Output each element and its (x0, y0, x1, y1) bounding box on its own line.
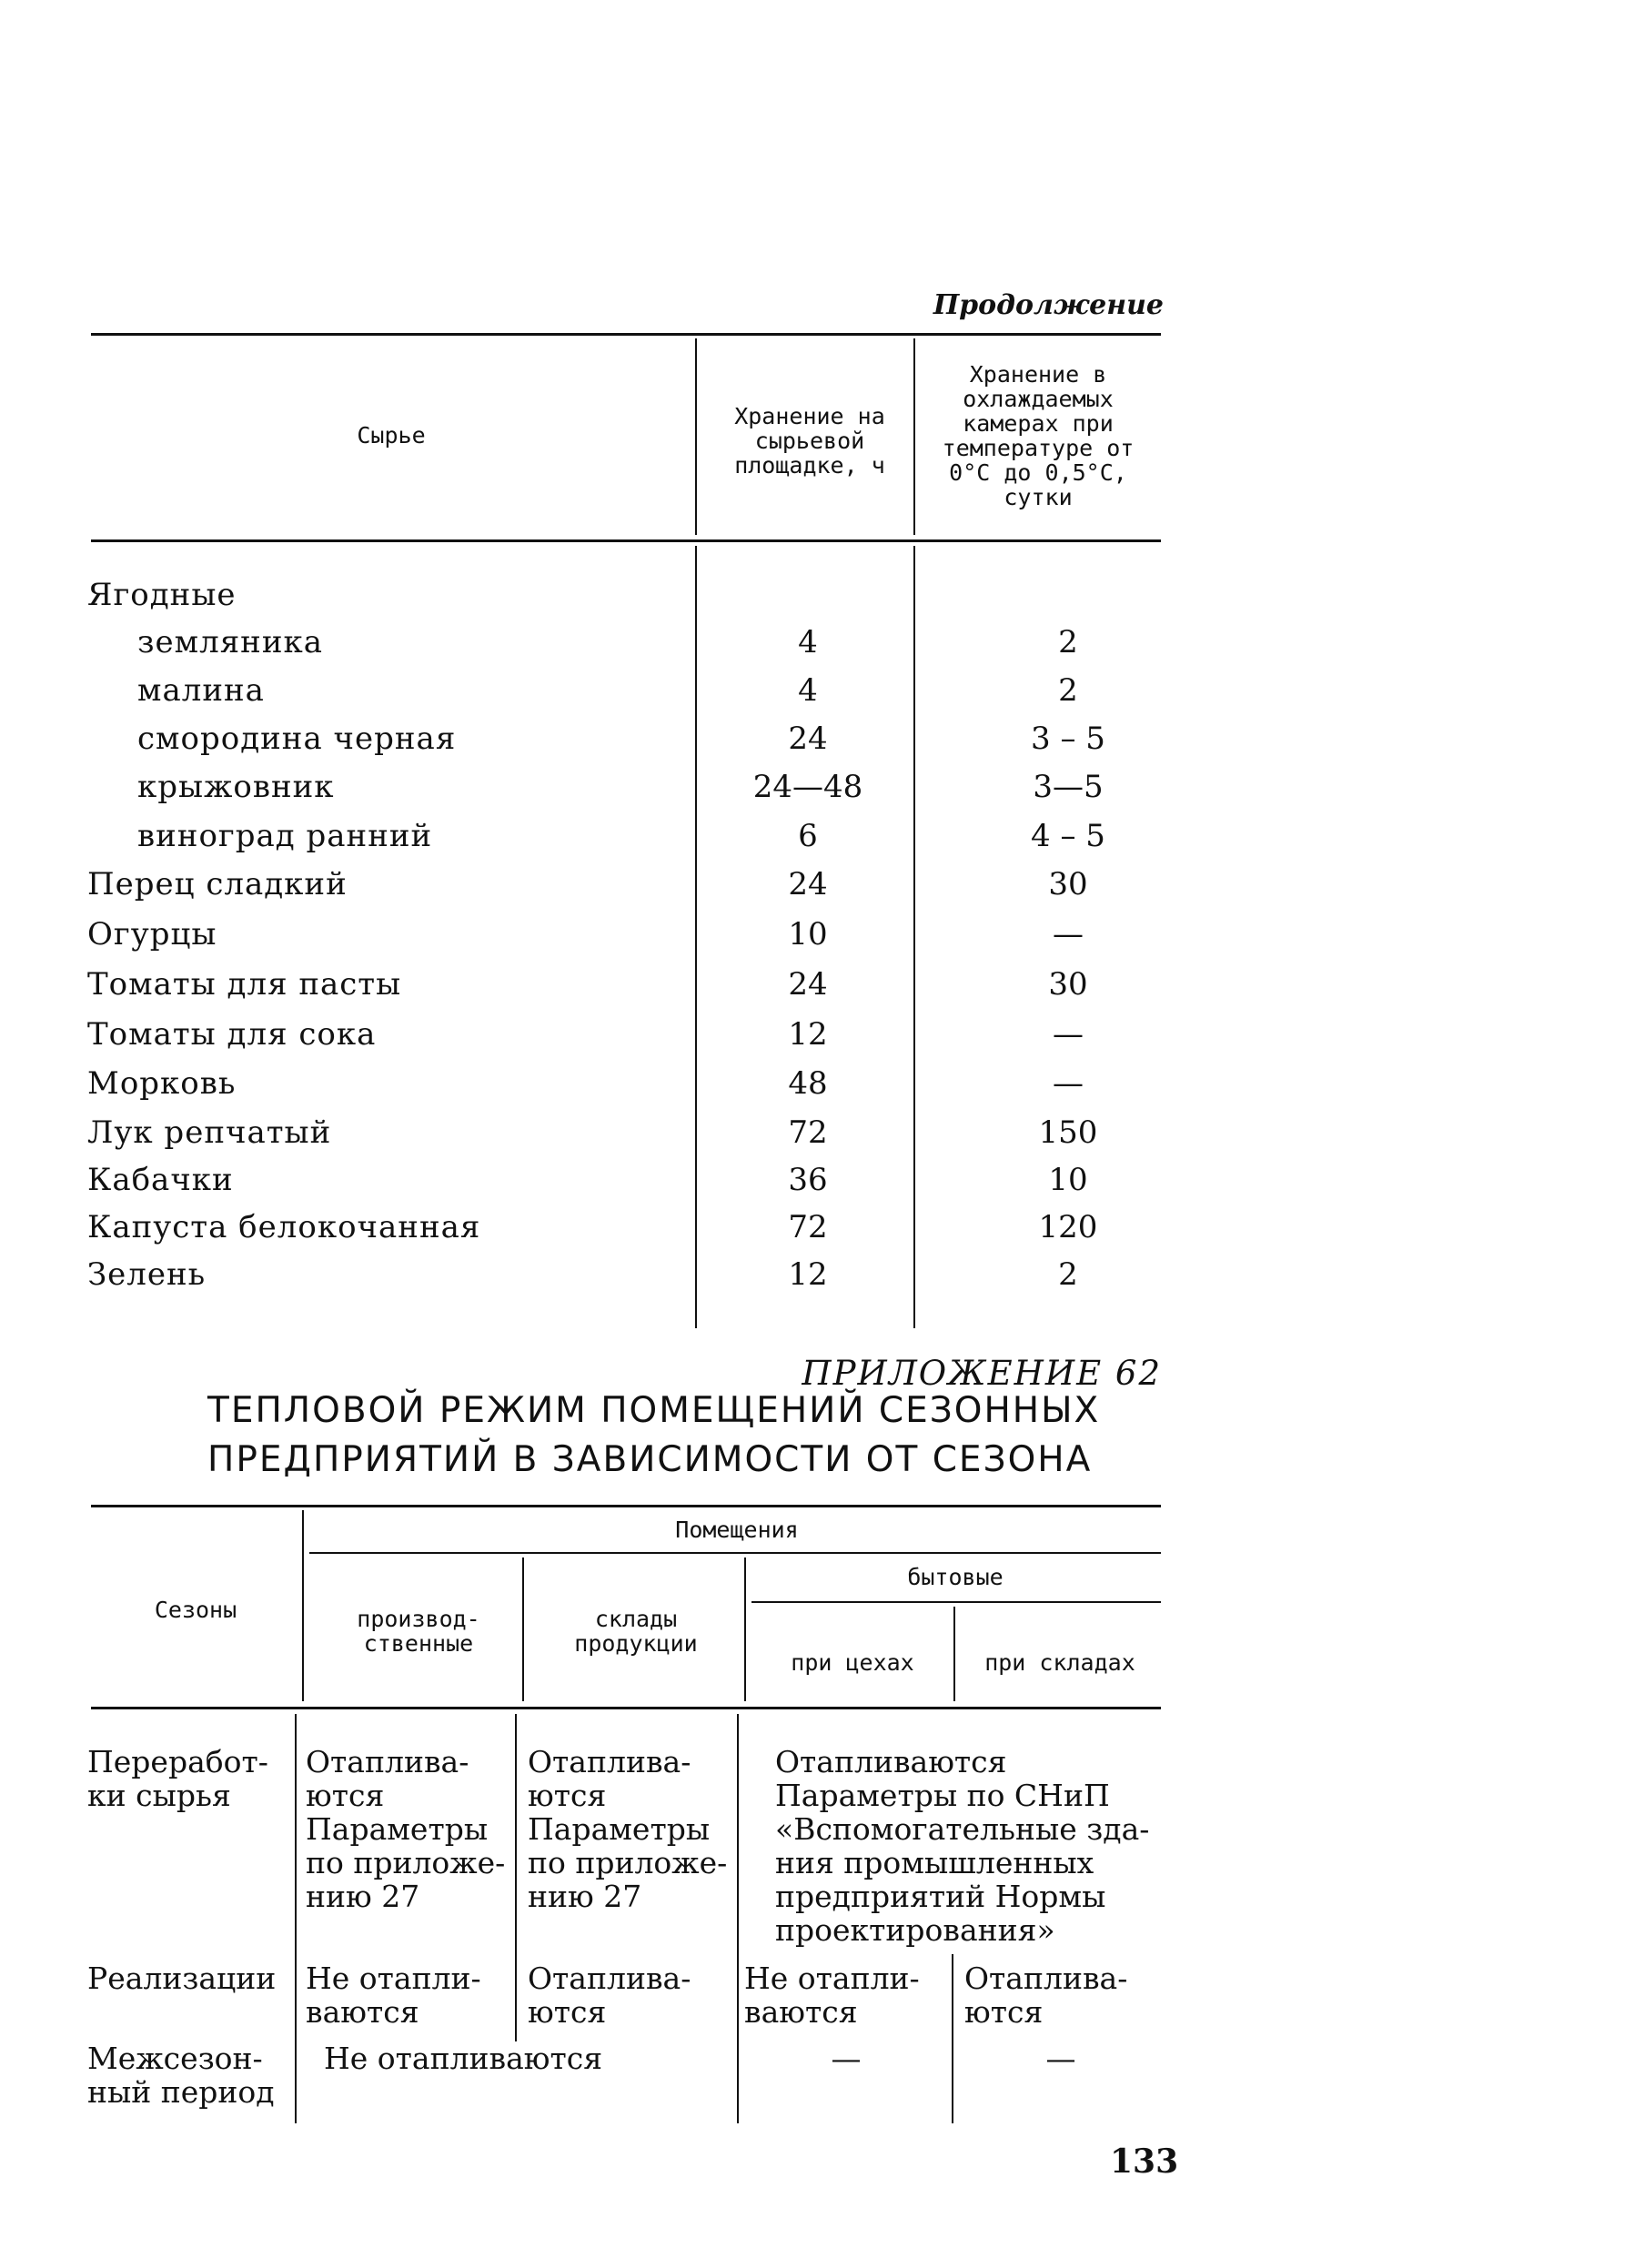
table1-row (87, 1156, 1170, 1205)
table2-row3-at-shops: — (831, 2041, 862, 2076)
table1-row-name: земляника (137, 624, 324, 660)
table1-row (87, 961, 1170, 1009)
appendix-title-line2: ПРЕДПРИЯТИЙ В ЗАВИСИМОСТИ ОТ СЕЗОНА (207, 1439, 1093, 1480)
table1-row-site-hours: 36 (788, 1162, 828, 1198)
table1-row-site-hours: 72 (788, 1114, 828, 1151)
table2-header-rule (91, 1707, 1161, 1709)
table1-row (87, 619, 1170, 667)
table2-row3-merged: Не отапливаются (324, 2041, 603, 2076)
table1-row-cold-days: 2 (1058, 1256, 1078, 1293)
table2-top-rule (91, 1505, 1161, 1507)
table1-row-site-hours: 72 (788, 1209, 828, 1245)
table1-row-site-hours: 12 (788, 1016, 828, 1053)
table1-row (87, 1251, 1170, 1299)
table2-row3-at-storage: — (1045, 2041, 1076, 2076)
table1-header-rule (91, 539, 1161, 542)
table1-row-site-hours: 24—48 (752, 769, 863, 805)
table1-row-cold-days: — (1053, 1065, 1084, 1102)
table1-row (87, 1011, 1170, 1059)
table2-row2-season: Реализации (87, 1961, 277, 1996)
table1-row-cold-days: 10 (1048, 1162, 1088, 1198)
table1-row-site-hours: 12 (788, 1256, 828, 1293)
table2-body-vrule-seasons (295, 1714, 297, 2123)
table2-vrule-production (522, 1557, 524, 1701)
table1-row-cold-days: 3 – 5 (1031, 721, 1105, 757)
table1-row-name: Огурцы (87, 916, 217, 953)
table1-row-name: малина (137, 672, 265, 709)
table1-row-site-hours: 24 (788, 866, 828, 902)
table1-row-site-hours: 48 (788, 1065, 828, 1102)
table2-row2-production: Не отапли-ваются (306, 1961, 481, 2030)
table1-row-cold-days: 4 – 5 (1031, 818, 1105, 854)
table1-row-name: Ягодные (87, 577, 237, 613)
table1-row (87, 911, 1170, 959)
table1-header-vrule-1 (695, 338, 697, 535)
appendix-number: ПРИЛОЖЕНИЕ 62 (802, 1354, 1162, 1393)
table2-header-household: бытовые (907, 1564, 1004, 1590)
table2-header-at-shops: при цехах (791, 1649, 914, 1676)
table1-row-site-hours: 6 (798, 818, 818, 854)
appendix-title-line1: ТЕПЛОВОЙ РЕЖИМ ПОМЕЩЕНИЙ СЕЗОННЫХ (207, 1390, 1101, 1431)
table1-row-cold-days: 2 (1058, 672, 1078, 709)
table2-vrule-storage (744, 1557, 746, 1701)
table1-row (87, 1109, 1170, 1157)
table1-row (87, 715, 1170, 763)
table1-row-site-hours: 24 (788, 966, 828, 1003)
table1-row (87, 667, 1170, 715)
table1-row-name: Зелень (87, 1256, 207, 1293)
table2-row1-season: Переработ-ки сырья (87, 1744, 268, 1813)
table1-row-name: Морковь (87, 1065, 237, 1102)
table1-row-name: крыжовник (137, 769, 335, 805)
table1-row-cold-days: — (1053, 916, 1084, 953)
page-number: 133 (1110, 2142, 1179, 2181)
table2-body-vrule-production (515, 1714, 517, 2041)
table1-row-name: Лук репчатый (87, 1114, 332, 1151)
table1-row-site-hours: 24 (788, 721, 828, 757)
table1-row-name: Кабачки (87, 1162, 234, 1198)
table1-row-site-hours: 4 (798, 672, 818, 709)
table1-row (87, 1060, 1170, 1108)
table1-header-raw: Сырье (357, 422, 426, 449)
table1-row (87, 571, 1170, 620)
table1-row (87, 812, 1170, 861)
table1-row (87, 1204, 1170, 1252)
table1-row-name: виноград ранний (137, 818, 433, 854)
table1-row-name: Перец сладкий (87, 866, 348, 902)
table1-header-cold: Хранение в охлаждаемых камерах при температуре от 0°С до 0,5°С, сутки (942, 361, 1135, 510)
table1-row-cold-days: 30 (1048, 966, 1088, 1003)
table2-body-vrule-storage (737, 1714, 739, 2123)
continuation-label: Продолжение (933, 289, 1164, 321)
table2-header-rooms: Помещения (675, 1517, 799, 1543)
table2-header-production: производ-ственные (357, 1606, 480, 1657)
table1-row-cold-days: 120 (1038, 1209, 1098, 1245)
table1-row-name: Капуста белокочанная (87, 1209, 481, 1245)
table1-row-name: Томаты для сока (87, 1016, 377, 1053)
table2-body-vrule-household (952, 1954, 953, 2123)
table1-row-site-hours: 10 (788, 916, 828, 953)
table1-header-site: Хранение на сырьевой площадке, ч (734, 403, 885, 479)
table1-row-cold-days: 150 (1038, 1114, 1098, 1151)
table2-household-rule (751, 1601, 1161, 1603)
table2-seasons-vrule (302, 1510, 304, 1701)
table2-row1-storage: Отаплива-ются Параметры по приложе-нию 27 (528, 1744, 728, 1914)
table2-row1-household: Отапливаются Параметры по СНиП «Вспомогательные зда-ния промышленных предприятий Нормы проектирования» (775, 1744, 1150, 1948)
table1-header-vrule-2 (913, 338, 915, 535)
table2-header-seasons: Сезоны (154, 1597, 237, 1623)
table2-row2-storage: Отаплива-ются (528, 1961, 691, 2030)
table2-row3-season: Межсезон-ный период (87, 2041, 275, 2110)
table2-header-at-storage: при складах (984, 1649, 1135, 1676)
table2-row1-production: Отаплива-ются Параметры по приложе-нию 27 (306, 1744, 506, 1914)
table1-row (87, 763, 1170, 811)
table2-row2-at-storage: Отаплива-ются (964, 1961, 1128, 2030)
table1-row-cold-days: — (1053, 1016, 1084, 1053)
table1-row-name: Томаты для пасты (87, 966, 402, 1003)
table1-row-cold-days: 2 (1058, 624, 1078, 660)
table1-top-rule (91, 333, 1161, 336)
table1-row-cold-days: 30 (1048, 866, 1088, 902)
table2-rooms-rule (309, 1552, 1161, 1554)
table2-vrule-household (953, 1607, 955, 1701)
table2-header-storage: склады продукции (574, 1606, 698, 1657)
table1-row (87, 861, 1170, 909)
table2-row2-at-shops: Не отапли-ваются (744, 1961, 920, 2030)
table1-row-site-hours: 4 (798, 624, 818, 660)
table1-row-cold-days: 3—5 (1033, 769, 1104, 805)
table1-row-name: смородина черная (137, 721, 457, 757)
